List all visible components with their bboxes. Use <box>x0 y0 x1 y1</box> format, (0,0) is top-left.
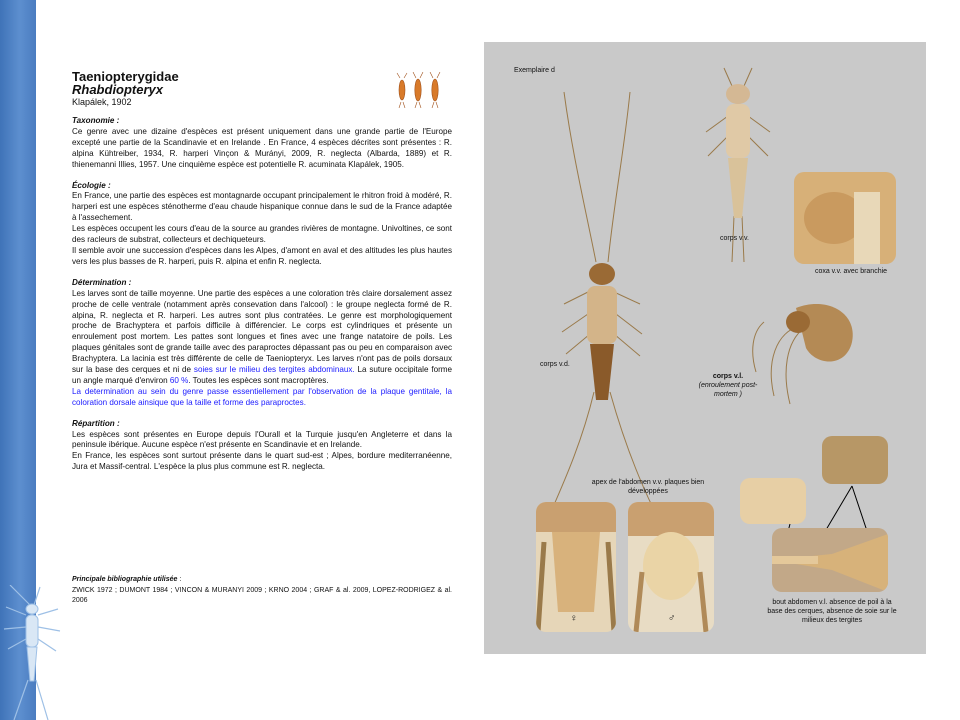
determination-after-text: La suture occipitale forme un angle marqué d'environ <box>72 365 453 385</box>
tergite-closeup-photo <box>822 436 888 484</box>
larva-dorsal-photo <box>544 82 664 522</box>
abdomen-tip-photo <box>772 528 888 592</box>
section-text-determination <box>72 289 452 387</box>
author-citation: Klapálek, 1902 <box>72 97 132 107</box>
label-corps-vl <box>688 372 768 399</box>
coxa-closeup-photo <box>794 172 896 264</box>
label-corps-vd: corps v.d. <box>540 361 570 368</box>
section-text-taxonomie: Ce genre avec une dizaine d'espèces est présent uniquement dans une grande partie de l'Europe excepté une partie de la Scandinavie et en Irelande . En France, 4 espèces décrites sont présentes : R. alpina Kühtreiber, 1934, R. harperi Vinçon & Murányi, 2009, R. neglecta (Albarda, 1889) et R. thienemanni Illies, 1957. Une cinquième espèce est potentielle R. acuminata Klapálek, 1905. <box>72 126 452 169</box>
section-text-repartition: Les espèces sont présentes en Europe depuis l'Ourall et la Turquie jusqu'en Angleterre et dans la peninsule ibérique. Aucune espèce n'est présente en Scandinavie et en Irelande. <box>72 429 452 450</box>
section-heading-determination: Détermination : <box>72 277 132 287</box>
genus-title: Rhabdiopteryx <box>72 82 164 97</box>
label-apex: apex de l'abdomen v.v. plaques bien développées <box>591 479 705 495</box>
bibliography-text: ZWICK 1972 ; DUMONT 1984 ; VINCON & MURANYI 2009 ; KRNO 2004 ; GRAF & al. 2009, LOPEZ-RODRIGEZ & al. 2006 <box>72 586 452 604</box>
bibliography-heading-row <box>72 575 452 586</box>
determination-angle-percent: 60 % <box>169 375 189 385</box>
bibliography-heading-suffix: : <box>177 576 182 583</box>
family-title: Taeniopterygidae <box>72 69 179 84</box>
label-coxa: coxa v.v. avec branchie <box>814 268 888 275</box>
specimen-label: Exemplaire d <box>514 67 555 74</box>
section-text-ecologie-2: Les espèces occupent les cours d'eau de la source au grandes rivières de montagne. Univoltines, ce sont des racleurs de substrat, collecteurs et dechiqueteurs. <box>72 224 452 245</box>
determination-blue-text: soies sur le milieu des tergites abdominaux. <box>193 365 355 375</box>
label-corps-vl-note: (enroulement post-mortem ) <box>698 382 758 398</box>
section-text-ecologie-3: Il semble avoir une succession d'espèces dans les Alpes, d'amont en aval et des altitudes les plus hautes vers les plus basses de R. harperi, puis R. alpina et enfin R. neglecta. <box>72 245 452 266</box>
determination-end-text: . Toutes les espèces sont macroptères. <box>188 375 329 385</box>
label-corps-vl-title: corps v.l. <box>712 373 744 380</box>
section-text-repartition-2: En France, les espèces sont surtout présente dans le quart sud-est ; Alpes, bordure mediterranéenne, Jura et Massif-central. L'espèce la plus plus commune est R. neglecta. <box>72 451 452 472</box>
female-symbol: ♀ <box>570 613 578 624</box>
label-corps-vv: corps v.v. <box>720 235 749 242</box>
document-body <box>72 70 452 473</box>
stonefly-silhouette-icon <box>0 585 80 720</box>
label-bout-abdomen: bout abdomen v.l. absence de poil à la base des cerques, absence de soie sur le milieux des tergites <box>767 599 897 624</box>
bibliography <box>72 575 452 607</box>
male-symbol: ♂ <box>668 613 676 624</box>
section-heading-repartition: Répartition : <box>72 418 120 428</box>
section-text-ecologie: En France, une partie des espèces est montagnarde occupant principalement le rhitron froid à modéré, R. harperi est une espèces sténotherme d'eau chaude hispanique connue dans le sud de la France adaptée à l'assechement. <box>72 191 452 223</box>
bibliography-heading: Principale bibliographie utilisée <box>72 576 178 583</box>
specimen-plate <box>484 42 926 654</box>
section-heading-taxonomie: Taxonomie : <box>72 116 120 125</box>
determination-blue-paragraph: La determination au sein du genre passe essentiellement par l'observation de la plaque gentitale, la coloration dorsale ainsique que la taille et forme des paraproctes. <box>72 386 452 407</box>
section-heading-ecologie: Écologie : <box>72 180 111 190</box>
determination-main-text: Les larves sont de taille moyenne. Une partie des espèces a une coloration très claire dorsalement assez proche de celle ventrale (notamment après consevation dans l'alcool) : le groupe neglecta formé de R. alpina, R. neglecta et R. harperi. Les autres sont plus contratées. Le genre est morphologiquement proche de Brachyptera et parfois difficile à différencier. Le corps est cylindriques et présente un enroulement post mortem. Les pattes sont longues et fines avec une frange natatoire de poils. Les plaques génitales sont de grande taille avec des paraproctes dépassant pas ou peu en comparaison avec Brachyptera. La lacinia est très différente de celle de Taeniopteryx. Les larves n'ont pas de poils dorsaux sur la base des cerques et ni de <box>72 288 452 375</box>
